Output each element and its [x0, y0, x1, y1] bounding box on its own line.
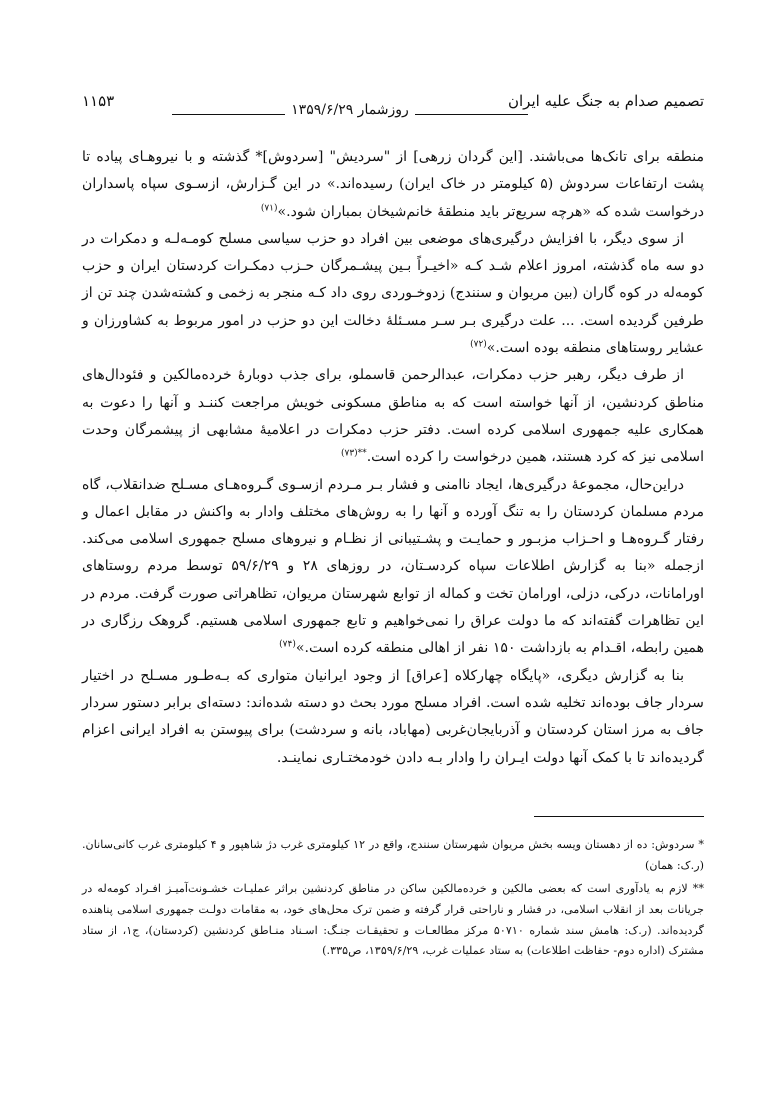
endnote-ref-71: (۷۱): [260, 202, 278, 213]
footnote-separator: [534, 816, 704, 817]
footnotes: [82, 835, 704, 962]
header-rule-right: [415, 114, 528, 115]
endnote-ref-74: (۷۴): [279, 639, 296, 650]
paragraph-1: منطقه برای تانک‌ها می‌باشند. [این گردان زرهی] از "سردیش" [سردوش]* گذشته و با نیروهـای پیاده تا پشت ارتفاعات سردوش (۵ کیلومتر در خاک ایران) رسیده‌اند.» در این گـزارش، ازسـوی سپاه پاسداران درخواست شده که «هرچه سریع‌تر باید منطقهٔ خانم‌شیخان بمباران شود.»$^{(۷۱)}$: [82, 149, 705, 220]
main-text: [82, 144, 704, 772]
endnote-ref-73: **(۷۳): [340, 448, 367, 459]
footnote-1: * سردوش: ده از دهستان ویسه بخش مریوان شهرستان سنندج، واقع در ۱۲ کیلومتری غرب دژ شاهپور و ۴ کیلومتری غرب کانی‌سانان. (ر.ک: همان): [82, 837, 704, 872]
book-page: [82, 88, 704, 965]
running-header: [82, 88, 704, 128]
header-rule-left: [172, 114, 285, 115]
paragraph-5: بنا به گزارش دیگری، «پایگاه چهارکلاه [عراق] از وجود ایرانیان متواری که بـه‌طـور مسـلح در اختیار سردار جاف بوده‌اند تخلیه شده است. افراد مسلح مورد بحث دو دسته شده‌اند: دسته‌ای برابر دستور سردار جاف به مرز استان کردستان و آذربایجان‌غربی (مهاباد، بانه و سردشت) برای پیوستن به افراد ایرانی اعزام گردیده‌اند تا با کمک آنها دولت ایـران را وادار بـه دادن خودمختـاری نماینـد.: [82, 667, 704, 766]
footnote-separator-wrap: [82, 816, 704, 817]
book-title: تصمیم صدام به جنگ علیه ایران: [508, 92, 704, 110]
page-number: ۱۱۵۳: [82, 92, 115, 110]
header-rule-row: [172, 102, 528, 118]
chronology-date: روزشمار ۱۳۵۹/۶/۲۹: [291, 102, 409, 118]
paragraph-2: از سوی دیگر، با افزایش درگیری‌های موضعی بین افراد دو حزب سیاسی مسلح کومـه‌لـه و دمکرات در دو سه ماه گذشته، امروز اعلام شـد کـه «اخیـراً بـین پیشـمرگان حـزب دمکـرات کردستان ایران و حزب کومه‌له در کوه گاران (بین مریوان و سنندج) زدوخـوردی روی داد کـه منجر به زخمی و کشته‌شدن چند تن از طرفین گردیده است. ... علت درگیری بـر سـر مسـئلهٔ دخالت این دو حزب در امور مربوط به کشاورزان و عشایر روستاهای منطقه بوده است.»$^{(۷۲)}$: [82, 230, 704, 357]
paragraph-3: از طرف دیگر، رهبر حزب دمکرات، عبدالرحمن قاسملو، برای جذب دوبارهٔ خرده‌مالکین و فئودال‌های مناطق کردنشین، از آنها خواسته است که به مناطق مسکونی خویش مراجعت کننـد و آنها را دعوت به همکاری علیه جمهوری اسلامی کرده است. دفتر حزب دمکرات در اعلامیهٔ مشابهی از پیشمرگان وحدت اسلامی نیز که کرد هستند، همین درخواست را کرده است.$^{**(۷۳)}$: [82, 367, 704, 466]
paragraph-4: دراین‌حال، مجموعهٔ درگیری‌ها، ایجاد ناامنی و فشار بـر مـردم ازسـوی گـروه‌هـای مسـلح ضدانقلاب، گاه مردم مسلمان کردستان را به تنگ آورده و آنها را به روش‌های مختلف وادار به واکنش در مقابل اعمال و رفتار گـروه‌هـا و احـزاب مزبـور و حمایـت و پشـتیبانی از نظـام و نیروهای مسلح جمهوری اسلامی می‌کند. ازجمله «بنا به گزارش اطلاعات سپاه کردسـتان، در روزهای ۲۸ و ۵۹/۶/۲۹ توسط مردم روستاهای اورامانات، درکی، دزلی، اورامان تخت و کماله از توابع شهرستان مریوان، تظاهراتی صورت گرفت. مردم در این تظاهرات گفته‌اند که ما دولت عراق را نمی‌خواهیم و تابع جمهوری اسلامی هستیم. گروهک رزگاری در همین رابطه، اقـدام به بازداشت ۱۵۰ نفر از اهالی منطقه کرده است.»$^{(۷۴)}$: [82, 476, 704, 657]
endnote-ref-72: (۷۲): [470, 339, 487, 350]
footnote-2: ** لازم به یادآوری است که بعضی مالکین و خرده‌مالکین ساکن در مناطق کردنشین براثر عملیـات خشـونت‌آمیـز افـراد کومه‌له در جریانات بعد از انقلاب اسلامی، در فشار و ناراحتی قرار گرفته و ضمن ترک محل‌های خود، به مقامات دولـت جمهوری اسلامی پناهنده گردیده‌اند. (ر.ک: هامش سند شماره ۵۰۷۱۰ مرکز مطالعـات و تحقیقـات جنـگ: اسـناد منـاطق کردنشین (کردستان)، ج۱، از ستاد مشترک (اداره دوم- حفاظت اطلاعات) به ستاد عملیات غرب، ۱۳۵۹/۶/۲۹، ص۳۳۵.): [82, 882, 705, 958]
